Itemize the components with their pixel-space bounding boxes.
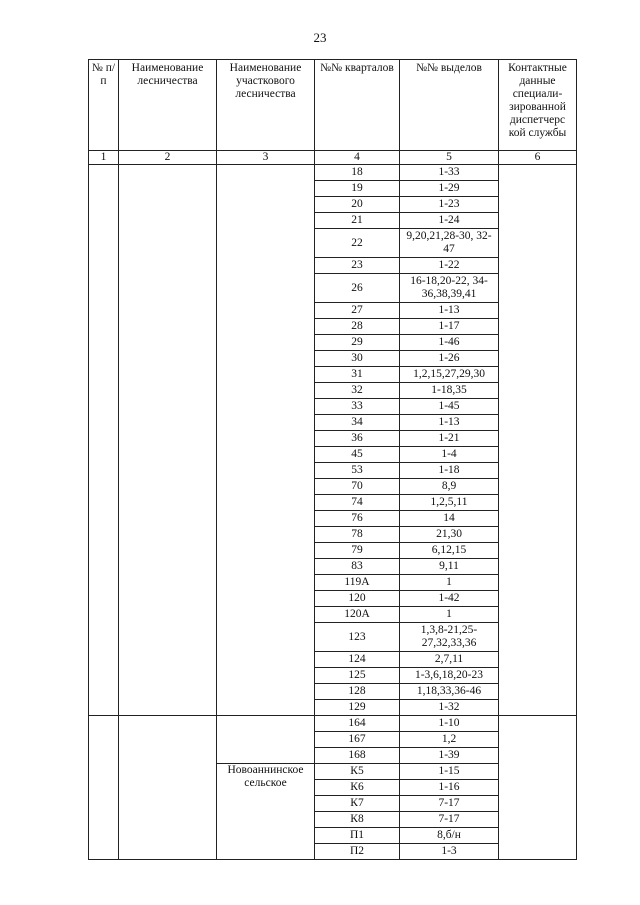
quarter-cell: К8 (315, 812, 400, 828)
header-cell: Наименование лесничества (119, 60, 217, 151)
plots-cell: 16-18,20-22, 34-36,38,39,41 (400, 274, 499, 303)
plots-cell: 8,б/н (400, 828, 499, 844)
plots-cell: 6,12,15 (400, 543, 499, 559)
plots-cell: 9,20,21,28-30, 32-47 (400, 229, 499, 258)
quarter-cell: 19 (315, 181, 400, 197)
quarter-cell: 27 (315, 303, 400, 319)
plots-cell: 1,18,33,36-46 (400, 684, 499, 700)
plots-cell: 1,2,15,27,29,30 (400, 367, 499, 383)
index-cell (89, 716, 119, 860)
quarter-cell: 128 (315, 684, 400, 700)
page-number: 23 (313, 30, 327, 45)
plots-cell: 1 (400, 575, 499, 591)
index-cell (89, 165, 119, 716)
quarter-cell: 26 (315, 274, 400, 303)
plots-cell: 1-33 (400, 165, 499, 181)
quarter-cell: 168 (315, 748, 400, 764)
column-number: 2 (119, 151, 217, 165)
forestry-cell (119, 165, 217, 716)
quarter-cell: 79 (315, 543, 400, 559)
quarter-cell: К5 (315, 764, 400, 780)
quarter-cell: 70 (315, 479, 400, 495)
quarter-cell: 120 (315, 591, 400, 607)
quarter-cell: 125 (315, 668, 400, 684)
quarter-cell: 119А (315, 575, 400, 591)
forestry-cell (119, 716, 217, 860)
plots-cell: 1,2 (400, 732, 499, 748)
plots-cell: 1,2,5,11 (400, 495, 499, 511)
quarter-cell: 33 (315, 399, 400, 415)
header-cell: Контактные данные специали- зированной диспетчерс кой службы (499, 60, 577, 151)
district-cell (217, 165, 315, 716)
plots-cell: 1-16 (400, 780, 499, 796)
quarter-cell: 76 (315, 511, 400, 527)
plots-cell: 21,30 (400, 527, 499, 543)
quarter-cell: 34 (315, 415, 400, 431)
district-name-cell: Новоаннинское сельское (217, 764, 315, 860)
quarter-cell: 83 (315, 559, 400, 575)
plots-cell: 9,11 (400, 559, 499, 575)
plots-cell: 8,9 (400, 479, 499, 495)
quarter-cell: 28 (315, 319, 400, 335)
plots-cell: 1-22 (400, 258, 499, 274)
plots-cell: 1-45 (400, 399, 499, 415)
contact-cell (499, 165, 577, 716)
plots-cell: 1-4 (400, 447, 499, 463)
table-row (89, 716, 577, 732)
plots-cell: 7-17 (400, 812, 499, 828)
plots-cell: 1 (400, 607, 499, 623)
table-row (89, 165, 577, 181)
quarter-cell: П1 (315, 828, 400, 844)
quarter-cell: 36 (315, 431, 400, 447)
quarter-cell: 167 (315, 732, 400, 748)
quarter-cell: 20 (315, 197, 400, 213)
forest-table (88, 59, 577, 860)
quarter-cell: К6 (315, 780, 400, 796)
header-cell: Наименование участкового лесничества (217, 60, 315, 151)
quarter-cell: 22 (315, 229, 400, 258)
quarter-cell: П2 (315, 844, 400, 860)
quarter-cell: 18 (315, 165, 400, 181)
column-number-row (89, 151, 577, 165)
header-row (89, 60, 577, 151)
plots-cell: 7-17 (400, 796, 499, 812)
plots-cell: 1-46 (400, 335, 499, 351)
quarter-cell: 29 (315, 335, 400, 351)
plots-cell: 2,7,11 (400, 652, 499, 668)
district-cell (217, 716, 315, 764)
plots-cell: 1-13 (400, 303, 499, 319)
quarter-cell: 53 (315, 463, 400, 479)
plots-cell: 1-18 (400, 463, 499, 479)
quarter-cell: 164 (315, 716, 400, 732)
quarter-cell: 21 (315, 213, 400, 229)
quarter-cell: 45 (315, 447, 400, 463)
plots-cell: 1-29 (400, 181, 499, 197)
plots-cell: 1-42 (400, 591, 499, 607)
quarter-cell: 129 (315, 700, 400, 716)
table-body (89, 165, 577, 860)
quarter-cell: 23 (315, 258, 400, 274)
quarter-cell: 124 (315, 652, 400, 668)
contact-cell (499, 716, 577, 860)
plots-cell: 1-15 (400, 764, 499, 780)
column-number: 4 (315, 151, 400, 165)
plots-cell: 1-18,35 (400, 383, 499, 399)
column-number: 5 (400, 151, 499, 165)
quarter-cell: 74 (315, 495, 400, 511)
plots-cell: 1-3,6,18,20-23 (400, 668, 499, 684)
plots-cell: 1-13 (400, 415, 499, 431)
plots-cell: 1-26 (400, 351, 499, 367)
plots-cell: 1-32 (400, 700, 499, 716)
plots-cell: 1-10 (400, 716, 499, 732)
header-cell: №№ выделов (400, 60, 499, 151)
quarter-cell: К7 (315, 796, 400, 812)
column-number: 6 (499, 151, 577, 165)
header-cell: № п/п (89, 60, 119, 151)
quarter-cell: 32 (315, 383, 400, 399)
plots-cell: 14 (400, 511, 499, 527)
header-cell: №№ кварталов (315, 60, 400, 151)
plots-cell: 1-24 (400, 213, 499, 229)
plots-cell: 1-3 (400, 844, 499, 860)
plots-cell: 1-23 (400, 197, 499, 213)
plots-cell: 1-17 (400, 319, 499, 335)
plots-cell: 1-21 (400, 431, 499, 447)
plots-cell: 1-39 (400, 748, 499, 764)
quarter-cell: 78 (315, 527, 400, 543)
quarter-cell: 120А (315, 607, 400, 623)
plots-cell: 1,3,8-21,25- 27,32,33,36 (400, 623, 499, 652)
column-number: 1 (89, 151, 119, 165)
quarter-cell: 30 (315, 351, 400, 367)
quarter-cell: 31 (315, 367, 400, 383)
column-number: 3 (217, 151, 315, 165)
quarter-cell: 123 (315, 623, 400, 652)
